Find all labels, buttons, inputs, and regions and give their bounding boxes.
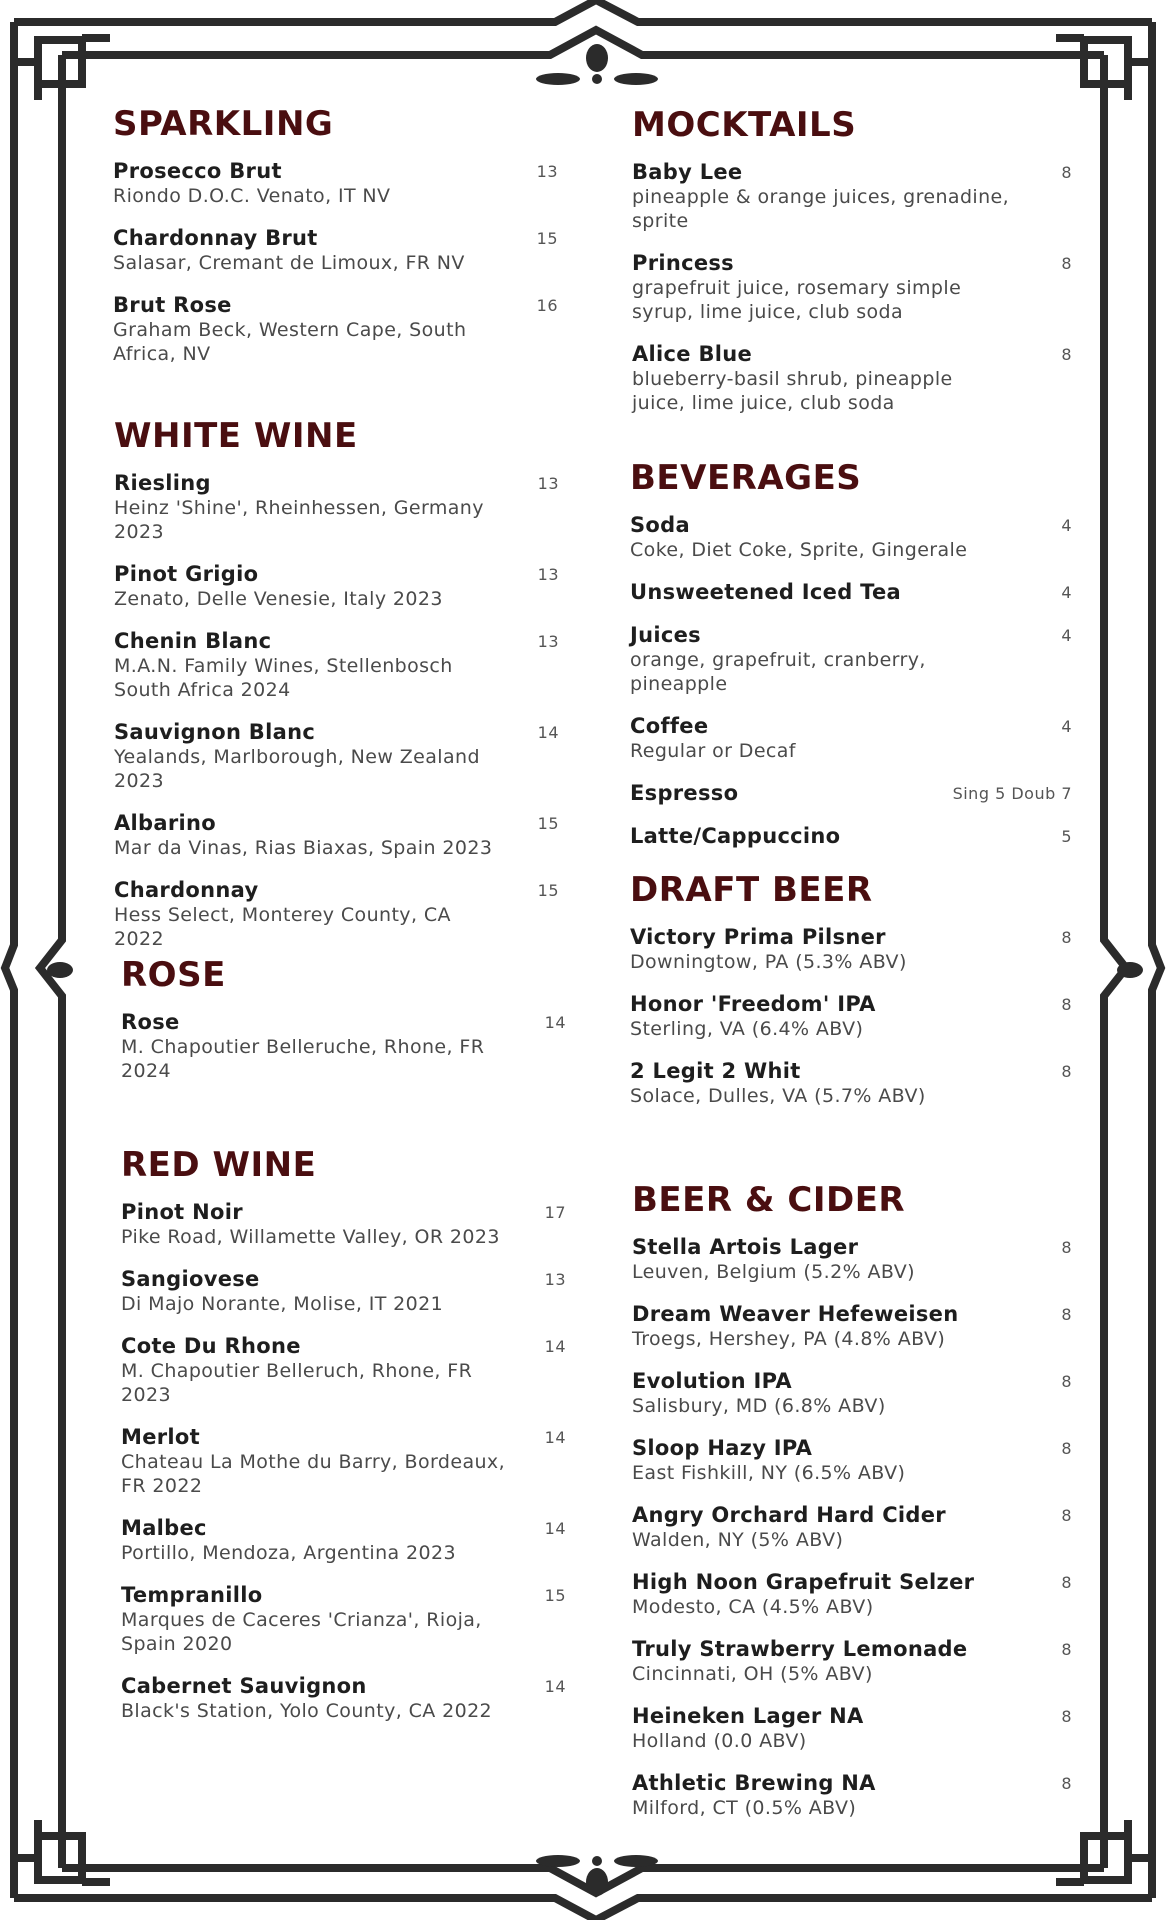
menu-item <box>114 877 559 951</box>
item-description: Solace, Dulles, VA (5.7% ABV) <box>630 1085 926 1107</box>
item-name: Sloop Hazy IPA <box>632 1436 813 1460</box>
menu-item <box>121 1009 566 1083</box>
item-price: 14 <box>544 1013 566 1032</box>
item-price: 14 <box>544 1519 566 1538</box>
item-price: 15 <box>537 881 559 900</box>
item-name: Dream Weaver Hefeweisen <box>632 1302 959 1326</box>
item-description: Modesto, CA (4.5% ABV) <box>632 1596 874 1618</box>
section-title: SPARKLING <box>113 104 334 144</box>
item-description: Milford, CT (0.5% ABV) <box>632 1797 857 1819</box>
item-description: Heinz 'Shine', Rheinhessen, Germany 2023 <box>114 497 484 543</box>
menu-item <box>632 1569 1072 1619</box>
item-price: 8 <box>1061 1774 1072 1793</box>
item-description: Holland (0.0 ABV) <box>632 1730 807 1752</box>
item-price: 8 <box>1061 1238 1072 1257</box>
section-title: BEVERAGES <box>630 458 862 498</box>
item-price: 13 <box>537 632 559 651</box>
item-name: Sangiovese <box>121 1267 260 1291</box>
item-price: 8 <box>1061 254 1072 273</box>
item-price: 8 <box>1061 1439 1072 1458</box>
section-beer-cider <box>632 1180 1072 1837</box>
item-price: 8 <box>1061 1372 1072 1391</box>
menu-item <box>630 780 1072 806</box>
menu-item <box>113 225 558 275</box>
item-name: Pinot Grigio <box>114 562 259 586</box>
item-name: Baby Lee <box>632 160 743 184</box>
item-price: 8 <box>1061 1640 1072 1659</box>
section-white-wine <box>114 416 559 968</box>
item-price: Sing 5 Doub 7 <box>952 784 1072 803</box>
menu-item <box>121 1424 566 1498</box>
item-name: 2 Legit 2 Whit <box>630 1059 801 1083</box>
item-description: Sterling, VA (6.4% ABV) <box>630 1018 864 1040</box>
item-name: Tempranillo <box>121 1583 263 1607</box>
item-description: M.A.N. Family Wines, Stellenbosch South Africa 2024 <box>114 655 453 701</box>
item-description: Downingtow, PA (5.3% ABV) <box>630 951 907 973</box>
section-mocktails <box>632 105 1072 432</box>
item-price: 14 <box>537 723 559 742</box>
item-price: 16 <box>536 296 558 315</box>
item-name: Rose <box>121 1010 180 1034</box>
item-name: Evolution IPA <box>632 1369 792 1393</box>
menu-item <box>632 1636 1072 1686</box>
menu-item <box>632 1234 1072 1284</box>
item-price: 8 <box>1061 163 1072 182</box>
item-price: 8 <box>1061 1573 1072 1592</box>
menu-item <box>630 622 1072 696</box>
item-name: Princess <box>632 251 734 275</box>
section-title: MOCKTAILS <box>632 105 857 145</box>
menu-item <box>630 1058 1072 1108</box>
item-description: Walden, NY (5% ABV) <box>632 1529 844 1551</box>
menu-item <box>121 1673 566 1723</box>
item-description: Pike Road, Willamette Valley, OR 2023 <box>121 1226 500 1248</box>
item-price: 13 <box>537 565 559 584</box>
section-beverages <box>630 458 1072 866</box>
item-name: Albarino <box>114 811 216 835</box>
section-title: WHITE WINE <box>114 416 358 456</box>
item-name: Merlot <box>121 1425 200 1449</box>
item-price: 13 <box>537 474 559 493</box>
menu-item <box>632 1502 1072 1552</box>
menu-item <box>630 924 1072 974</box>
item-price: 14 <box>544 1428 566 1447</box>
item-description: Mar da Vinas, Rias Biaxas, Spain 2023 <box>114 837 493 859</box>
menu-item <box>630 579 1072 605</box>
item-name: Pinot Noir <box>121 1200 243 1224</box>
item-name: Alice Blue <box>632 342 753 366</box>
menu-item <box>630 991 1072 1041</box>
item-description: Chateau La Mothe du Barry, Bordeaux, FR 2022 <box>121 1451 506 1497</box>
item-price: 4 <box>1061 516 1072 535</box>
item-description: Portillo, Mendoza, Argentina 2023 <box>121 1542 456 1564</box>
section-rose <box>121 955 566 1100</box>
item-name: Riesling <box>114 471 211 495</box>
item-name: Cabernet Sauvignon <box>121 1674 367 1698</box>
item-description: Yealands, Marlborough, New Zealand 2023 <box>114 746 480 792</box>
item-description: East Fishkill, NY (6.5% ABV) <box>632 1462 906 1484</box>
item-price: 15 <box>544 1586 566 1605</box>
item-price: 15 <box>537 814 559 833</box>
item-price: 17 <box>544 1203 566 1222</box>
menu-item <box>114 719 559 793</box>
section-sparkling <box>113 104 558 383</box>
item-name: Prosecco Brut <box>113 159 282 183</box>
item-description: Leuven, Belgium (5.2% ABV) <box>632 1261 915 1283</box>
item-price: 14 <box>544 1337 566 1356</box>
item-name: Soda <box>630 513 690 537</box>
menu-item <box>632 159 1072 233</box>
section-title: BEER & CIDER <box>632 1180 906 1220</box>
item-price: 8 <box>1061 1506 1072 1525</box>
item-description: M. Chapoutier Belleruche, Rhone, FR 2024 <box>121 1036 485 1082</box>
section-draft-beer <box>630 870 1072 1125</box>
item-name: Victory Prima Pilsner <box>630 925 886 949</box>
menu-item <box>630 713 1072 763</box>
item-name: Coffee <box>630 714 709 738</box>
item-description: M. Chapoutier Belleruch, Rhone, FR 2023 <box>121 1360 473 1406</box>
menu-item <box>632 250 1072 324</box>
item-price: 4 <box>1061 717 1072 736</box>
menu-item <box>632 1435 1072 1485</box>
menu-item <box>114 470 559 544</box>
item-name: Juices <box>630 623 701 647</box>
item-name: Espresso <box>630 781 739 805</box>
item-price: 4 <box>1061 583 1072 602</box>
item-description: orange, grapefruit, cranberry, pineapple <box>630 649 926 695</box>
item-name: Chenin Blanc <box>114 629 272 653</box>
item-name: Chardonnay <box>114 878 259 902</box>
menu-item <box>632 341 1072 415</box>
item-name: Chardonnay Brut <box>113 226 318 250</box>
item-price: 8 <box>1061 1707 1072 1726</box>
item-description: Salasar, Cremant de Limoux, FR NV <box>113 252 465 274</box>
item-price: 8 <box>1061 345 1072 364</box>
menu-item <box>121 1266 566 1316</box>
item-description: Riondo D.O.C. Venato, IT NV <box>113 185 391 207</box>
item-name: Sauvignon Blanc <box>114 720 316 744</box>
item-description: blueberry-basil shrub, pineapple juice, lime juice, club soda <box>632 368 953 414</box>
item-name: Angry Orchard Hard Cider <box>632 1503 946 1527</box>
item-price: 8 <box>1061 995 1072 1014</box>
menu-item <box>114 810 559 860</box>
item-description: Black's Station, Yolo County, CA 2022 <box>121 1700 493 1722</box>
item-price: 8 <box>1061 928 1072 947</box>
item-description: Hess Select, Monterey County, CA 2022 <box>114 904 451 950</box>
menu-item <box>121 1515 566 1565</box>
item-description: Marques de Caceres 'Crianza', Rioja, Spain 2020 <box>121 1609 482 1655</box>
item-name: Brut Rose <box>113 293 232 317</box>
item-description: Cincinnati, OH (5% ABV) <box>632 1663 873 1685</box>
item-description: Troegs, Hershey, PA (4.8% ABV) <box>632 1328 946 1350</box>
item-name: Malbec <box>121 1516 207 1540</box>
item-name: Cote Du Rhone <box>121 1334 301 1358</box>
section-title: DRAFT BEER <box>630 870 873 910</box>
menu-item <box>121 1199 566 1249</box>
menu-item <box>121 1582 566 1656</box>
item-name: Athletic Brewing NA <box>632 1771 876 1795</box>
item-name: Unsweetened Iced Tea <box>630 580 902 604</box>
item-name: Stella Artois Lager <box>632 1235 859 1259</box>
item-name: Latte/Cappuccino <box>630 824 841 848</box>
menu-item <box>632 1301 1072 1351</box>
section-title: RED WINE <box>121 1145 317 1185</box>
item-price: 8 <box>1061 1062 1072 1081</box>
item-description: Regular or Decaf <box>630 740 796 762</box>
menu-item <box>632 1703 1072 1753</box>
menu-item <box>632 1368 1072 1418</box>
menu-item <box>632 1770 1072 1820</box>
item-price: 5 <box>1061 827 1072 846</box>
item-description: Salisbury, MD (6.8% ABV) <box>632 1395 886 1417</box>
menu-item <box>114 628 559 702</box>
item-price: 13 <box>536 162 558 181</box>
item-name: Heineken Lager NA <box>632 1704 864 1728</box>
item-price: 13 <box>544 1270 566 1289</box>
section-red-wine <box>121 1145 566 1740</box>
section-title: ROSE <box>121 955 226 995</box>
item-price: 4 <box>1061 626 1072 645</box>
item-price: 8 <box>1061 1305 1072 1324</box>
item-description: Zenato, Delle Venesie, Italy 2023 <box>114 588 443 610</box>
item-name: Truly Strawberry Lemonade <box>632 1637 968 1661</box>
item-description: Graham Beck, Western Cape, South Africa, NV <box>113 319 467 365</box>
menu-item <box>113 158 558 208</box>
item-name: Honor 'Freedom' IPA <box>630 992 876 1016</box>
item-price: 15 <box>536 229 558 248</box>
menu-item <box>121 1333 566 1407</box>
menu-item <box>630 512 1072 562</box>
item-name: High Noon Grapefruit Selzer <box>632 1570 975 1594</box>
item-price: 14 <box>544 1677 566 1696</box>
item-description: pineapple & orange juices, grenadine, sprite <box>632 186 1010 232</box>
item-description: Di Majo Norante, Molise, IT 2021 <box>121 1293 444 1315</box>
menu-item <box>630 823 1072 849</box>
menu-item <box>114 561 559 611</box>
item-description: grapefruit juice, rosemary simple syrup, lime juice, club soda <box>632 277 962 323</box>
menu-item <box>113 292 558 366</box>
item-description: Coke, Diet Coke, Sprite, Gingerale <box>630 539 968 561</box>
